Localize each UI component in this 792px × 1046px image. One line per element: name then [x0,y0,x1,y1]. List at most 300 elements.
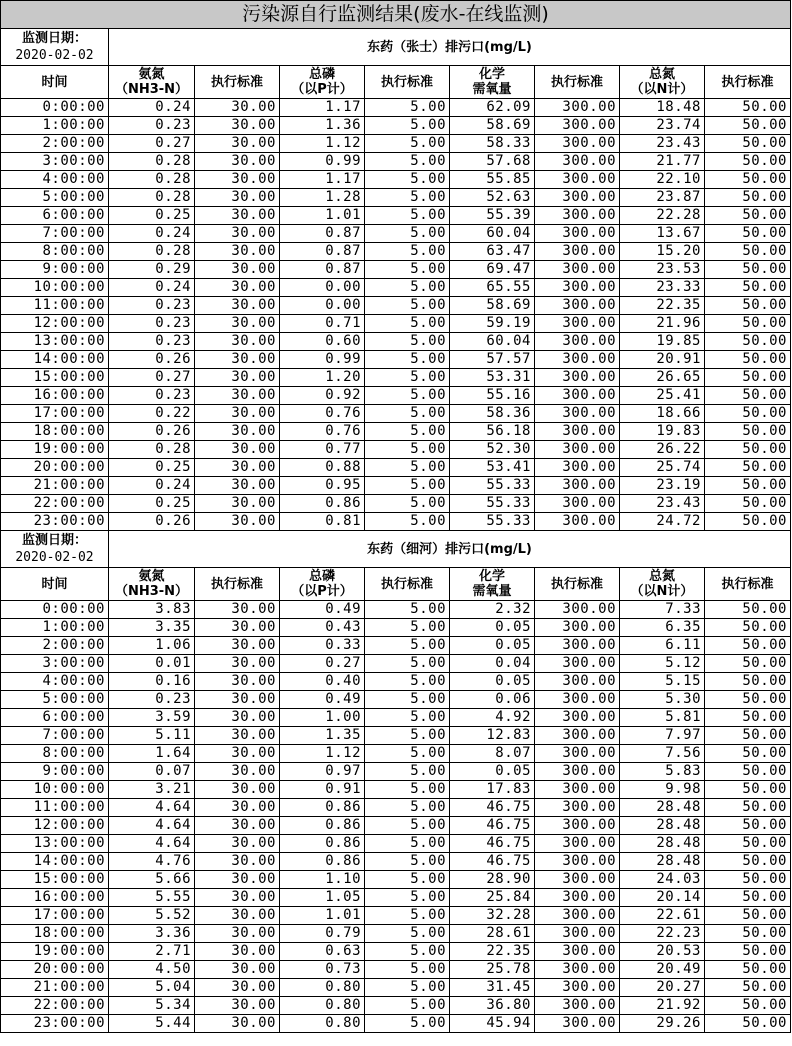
time-cell: 7:00:00 [1,727,109,745]
value-cell: 20.49 [620,961,705,979]
value-cell: 0.99 [280,153,365,171]
value-cell: 5.83 [620,763,705,781]
value-cell: 30.00 [195,387,280,405]
table-row [1,853,791,871]
value-cell: 50.00 [705,117,791,135]
value-cell: 55.33 [450,513,535,531]
value-cell: 52.30 [450,441,535,459]
table-row [1,871,791,889]
value-cell: 0.28 [109,189,195,207]
column-header: 执行标准 [705,66,791,99]
value-cell: 4.76 [109,853,195,871]
value-cell: 5.00 [365,189,450,207]
column-header: 总磷 （以P计） [280,568,365,601]
value-cell: 25.41 [620,387,705,405]
value-cell: 50.00 [705,1015,791,1033]
value-cell: 5.00 [365,405,450,423]
value-cell: 300.00 [535,369,620,387]
value-cell: 0.86 [280,495,365,513]
value-cell: 57.57 [450,351,535,369]
value-cell: 0.24 [109,99,195,117]
value-cell: 0.23 [109,315,195,333]
value-cell: 2.32 [450,601,535,619]
value-cell: 300.00 [535,781,620,799]
value-cell: 0.95 [280,477,365,495]
value-cell: 50.00 [705,979,791,997]
value-cell: 0.76 [280,423,365,441]
value-cell: 5.00 [365,745,450,763]
value-cell: 60.04 [450,333,535,351]
value-cell: 20.14 [620,889,705,907]
value-cell: 53.31 [450,369,535,387]
value-cell: 0.23 [109,117,195,135]
column-header: 执行标准 [705,568,791,601]
value-cell: 300.00 [535,423,620,441]
value-cell: 17.83 [450,781,535,799]
value-cell: 0.76 [280,405,365,423]
value-cell: 5.66 [109,871,195,889]
table-row [1,423,791,441]
outlet-name: 东药（张士）排污口(mg/L) [109,29,791,66]
value-cell: 30.00 [195,781,280,799]
value-cell: 0.29 [109,261,195,279]
value-cell: 5.34 [109,997,195,1015]
value-cell: 0.28 [109,153,195,171]
value-cell: 30.00 [195,745,280,763]
value-cell: 50.00 [705,243,791,261]
value-cell: 5.00 [365,781,450,799]
value-cell: 0.79 [280,925,365,943]
column-header: 执行标准 [365,66,450,99]
time-cell: 12:00:00 [1,315,109,333]
value-cell: 30.00 [195,799,280,817]
value-cell: 0.86 [280,817,365,835]
value-cell: 20.91 [620,351,705,369]
value-cell: 5.00 [365,459,450,477]
value-cell: 300.00 [535,261,620,279]
column-header: 总氮 （以N计） [620,568,705,601]
value-cell: 0.86 [280,853,365,871]
value-cell: 29.26 [620,1015,705,1033]
value-cell: 0.24 [109,477,195,495]
value-cell: 55.16 [450,387,535,405]
value-cell: 0.49 [280,601,365,619]
value-cell: 6.35 [620,619,705,637]
value-cell: 30.00 [195,601,280,619]
value-cell: 50.00 [705,925,791,943]
value-cell: 23.33 [620,279,705,297]
time-cell: 14:00:00 [1,351,109,369]
value-cell: 50.00 [705,405,791,423]
value-cell: 300.00 [535,943,620,961]
table-row [1,709,791,727]
value-cell: 3.36 [109,925,195,943]
time-cell: 7:00:00 [1,225,109,243]
value-cell: 1.00 [280,709,365,727]
value-cell: 24.72 [620,513,705,531]
value-cell: 52.63 [450,189,535,207]
value-cell: 0.87 [280,261,365,279]
value-cell: 300.00 [535,655,620,673]
table-row [1,655,791,673]
column-header: 时间 [1,66,109,99]
table-row [1,135,791,153]
value-cell: 0.80 [280,1015,365,1033]
value-cell: 58.69 [450,117,535,135]
section-header-row [1,531,791,568]
value-cell: 30.00 [195,979,280,997]
value-cell: 300.00 [535,673,620,691]
time-cell: 4:00:00 [1,171,109,189]
value-cell: 5.00 [365,99,450,117]
value-cell: 32.28 [450,907,535,925]
table-row [1,961,791,979]
table-row [1,495,791,513]
column-header: 执行标准 [535,66,620,99]
value-cell: 46.75 [450,817,535,835]
value-cell: 46.75 [450,799,535,817]
value-cell: 50.00 [705,943,791,961]
value-cell: 50.00 [705,261,791,279]
table-row [1,477,791,495]
value-cell: 12.83 [450,727,535,745]
value-cell: 5.00 [365,351,450,369]
value-cell: 50.00 [705,673,791,691]
value-cell: 30.00 [195,619,280,637]
value-cell: 5.00 [365,637,450,655]
time-cell: 9:00:00 [1,261,109,279]
value-cell: 4.64 [109,799,195,817]
value-cell: 0.60 [280,333,365,351]
time-cell: 16:00:00 [1,889,109,907]
value-cell: 0.24 [109,225,195,243]
table-row [1,799,791,817]
value-cell: 0.92 [280,387,365,405]
value-cell: 300.00 [535,207,620,225]
column-header: 总氮 （以N计） [620,66,705,99]
value-cell: 300.00 [535,745,620,763]
value-cell: 50.00 [705,745,791,763]
value-cell: 30.00 [195,673,280,691]
value-cell: 57.68 [450,153,535,171]
value-cell: 5.00 [365,513,450,531]
value-cell: 22.10 [620,171,705,189]
value-cell: 5.00 [365,135,450,153]
table-row [1,781,791,799]
table-row [1,817,791,835]
monitoring-date-label: 监测日期： [21,31,87,46]
value-cell: 5.00 [365,691,450,709]
column-header: 氨氮 （NH3-N） [109,66,195,99]
report-title: 污染源自行监测结果(废水-在线监测) [1,1,791,29]
value-cell: 300.00 [535,799,620,817]
value-cell: 30.00 [195,907,280,925]
value-cell: 0.33 [280,637,365,655]
time-cell: 10:00:00 [1,781,109,799]
time-cell: 2:00:00 [1,637,109,655]
value-cell: 300.00 [535,727,620,745]
value-cell: 0.05 [450,673,535,691]
value-cell: 0.73 [280,961,365,979]
value-cell: 0.27 [109,369,195,387]
table-row [1,1015,791,1033]
table-row [1,261,791,279]
value-cell: 1.17 [280,171,365,189]
value-cell: 0.06 [450,691,535,709]
time-cell: 9:00:00 [1,763,109,781]
value-cell: 50.00 [705,961,791,979]
value-cell: 50.00 [705,207,791,225]
time-cell: 3:00:00 [1,153,109,171]
time-cell: 5:00:00 [1,189,109,207]
value-cell: 50.00 [705,637,791,655]
value-cell: 50.00 [705,727,791,745]
value-cell: 59.19 [450,315,535,333]
value-cell: 300.00 [535,853,620,871]
time-cell: 23:00:00 [1,1015,109,1033]
value-cell: 300.00 [535,979,620,997]
value-cell: 5.00 [365,817,450,835]
column-header-row [1,568,791,601]
time-cell: 5:00:00 [1,691,109,709]
value-cell: 50.00 [705,799,791,817]
value-cell: 0.80 [280,979,365,997]
monitoring-date-cell [1,29,109,66]
value-cell: 300.00 [535,387,620,405]
value-cell: 22.35 [620,297,705,315]
value-cell: 50.00 [705,315,791,333]
table-row [1,333,791,351]
table-row [1,387,791,405]
value-cell: 0.97 [280,763,365,781]
value-cell: 1.64 [109,745,195,763]
value-cell: 30.00 [195,997,280,1015]
value-cell: 30.00 [195,727,280,745]
table-row [1,171,791,189]
value-cell: 0.05 [450,637,535,655]
column-header: 化学 需氧量 [450,66,535,99]
value-cell: 30.00 [195,423,280,441]
value-cell: 5.30 [620,691,705,709]
table-row [1,243,791,261]
value-cell: 50.00 [705,601,791,619]
value-cell: 2.71 [109,943,195,961]
value-cell: 0.25 [109,495,195,513]
value-cell: 300.00 [535,279,620,297]
value-cell: 55.33 [450,495,535,513]
value-cell: 5.00 [365,997,450,1015]
value-cell: 7.56 [620,745,705,763]
value-cell: 30.00 [195,135,280,153]
value-cell: 8.07 [450,745,535,763]
value-cell: 1.36 [280,117,365,135]
value-cell: 0.49 [280,691,365,709]
table-row [1,153,791,171]
value-cell: 30.00 [195,691,280,709]
value-cell: 300.00 [535,477,620,495]
value-cell: 5.00 [365,943,450,961]
value-cell: 55.85 [450,171,535,189]
value-cell: 62.09 [450,99,535,117]
value-cell: 1.01 [280,207,365,225]
value-cell: 21.77 [620,153,705,171]
value-cell: 25.78 [450,961,535,979]
value-cell: 5.00 [365,889,450,907]
value-cell: 300.00 [535,189,620,207]
time-cell: 21:00:00 [1,979,109,997]
value-cell: 5.00 [365,117,450,135]
value-cell: 1.17 [280,99,365,117]
value-cell: 50.00 [705,387,791,405]
value-cell: 30.00 [195,243,280,261]
time-cell: 11:00:00 [1,799,109,817]
value-cell: 5.00 [365,441,450,459]
value-cell: 5.00 [365,207,450,225]
value-cell: 0.23 [109,297,195,315]
value-cell: 22.23 [620,925,705,943]
value-cell: 50.00 [705,907,791,925]
value-cell: 28.48 [620,853,705,871]
value-cell: 50.00 [705,495,791,513]
value-cell: 300.00 [535,405,620,423]
value-cell: 4.64 [109,835,195,853]
value-cell: 0.27 [280,655,365,673]
value-cell: 5.00 [365,709,450,727]
time-cell: 20:00:00 [1,961,109,979]
time-cell: 17:00:00 [1,405,109,423]
value-cell: 300.00 [535,135,620,153]
column-header: 总磷 （以P计） [280,66,365,99]
value-cell: 5.00 [365,387,450,405]
value-cell: 0.22 [109,405,195,423]
value-cell: 5.00 [365,925,450,943]
value-cell: 5.52 [109,907,195,925]
value-cell: 300.00 [535,315,620,333]
value-cell: 7.33 [620,601,705,619]
value-cell: 30.00 [195,961,280,979]
value-cell: 300.00 [535,907,620,925]
value-cell: 0.25 [109,207,195,225]
value-cell: 50.00 [705,153,791,171]
value-cell: 5.00 [365,871,450,889]
value-cell: 18.48 [620,99,705,117]
value-cell: 24.03 [620,871,705,889]
value-cell: 22.35 [450,943,535,961]
value-cell: 50.00 [705,853,791,871]
value-cell: 0.91 [280,781,365,799]
column-header: 执行标准 [365,568,450,601]
value-cell: 5.00 [365,153,450,171]
value-cell: 63.47 [450,243,535,261]
value-cell: 50.00 [705,513,791,531]
value-cell: 30.00 [195,477,280,495]
value-cell: 1.28 [280,189,365,207]
value-cell: 0.81 [280,513,365,531]
value-cell: 50.00 [705,835,791,853]
value-cell: 50.00 [705,171,791,189]
table-row [1,637,791,655]
value-cell: 300.00 [535,117,620,135]
value-cell: 50.00 [705,351,791,369]
value-cell: 1.12 [280,135,365,153]
table-row [1,925,791,943]
value-cell: 5.00 [365,261,450,279]
value-cell: 30.00 [195,405,280,423]
value-cell: 50.00 [705,135,791,153]
value-cell: 50.00 [705,871,791,889]
value-cell: 300.00 [535,459,620,477]
value-cell: 0.77 [280,441,365,459]
table-row [1,907,791,925]
value-cell: 30.00 [195,459,280,477]
value-cell: 20.27 [620,979,705,997]
value-cell: 46.75 [450,853,535,871]
value-cell: 50.00 [705,889,791,907]
value-cell: 46.75 [450,835,535,853]
time-cell: 19:00:00 [1,943,109,961]
time-cell: 4:00:00 [1,673,109,691]
value-cell: 1.20 [280,369,365,387]
time-cell: 16:00:00 [1,387,109,405]
table-row [1,315,791,333]
time-cell: 15:00:00 [1,369,109,387]
value-cell: 30.00 [195,171,280,189]
value-cell: 300.00 [535,601,620,619]
value-cell: 0.23 [109,691,195,709]
value-cell: 23.19 [620,477,705,495]
value-cell: 21.96 [620,315,705,333]
table-row [1,673,791,691]
value-cell: 30.00 [195,817,280,835]
value-cell: 6.11 [620,637,705,655]
value-cell: 0.24 [109,279,195,297]
table-row [1,745,791,763]
value-cell: 0.04 [450,655,535,673]
value-cell: 1.35 [280,727,365,745]
value-cell: 30.00 [195,333,280,351]
value-cell: 0.05 [450,619,535,637]
monitoring-date-value: 2020-02-02 [15,550,94,565]
value-cell: 5.00 [365,477,450,495]
outlet-name: 东药（细河）排污口(mg/L) [109,531,791,568]
value-cell: 22.28 [620,207,705,225]
value-cell: 58.69 [450,297,535,315]
value-cell: 300.00 [535,441,620,459]
table-row [1,117,791,135]
value-cell: 300.00 [535,243,620,261]
value-cell: 300.00 [535,835,620,853]
value-cell: 9.98 [620,781,705,799]
table-row [1,619,791,637]
value-cell: 30.00 [195,207,280,225]
value-cell: 50.00 [705,441,791,459]
value-cell: 50.00 [705,297,791,315]
value-cell: 5.00 [365,279,450,297]
column-header-row [1,66,791,99]
table-row [1,889,791,907]
value-cell: 0.05 [450,763,535,781]
time-cell: 18:00:00 [1,423,109,441]
table-row [1,405,791,423]
value-cell: 1.12 [280,745,365,763]
value-cell: 23.74 [620,117,705,135]
value-cell: 18.66 [620,405,705,423]
value-cell: 50.00 [705,459,791,477]
value-cell: 30.00 [195,943,280,961]
monitoring-date-value: 2020-02-02 [15,48,94,63]
value-cell: 58.36 [450,405,535,423]
value-cell: 5.00 [365,853,450,871]
